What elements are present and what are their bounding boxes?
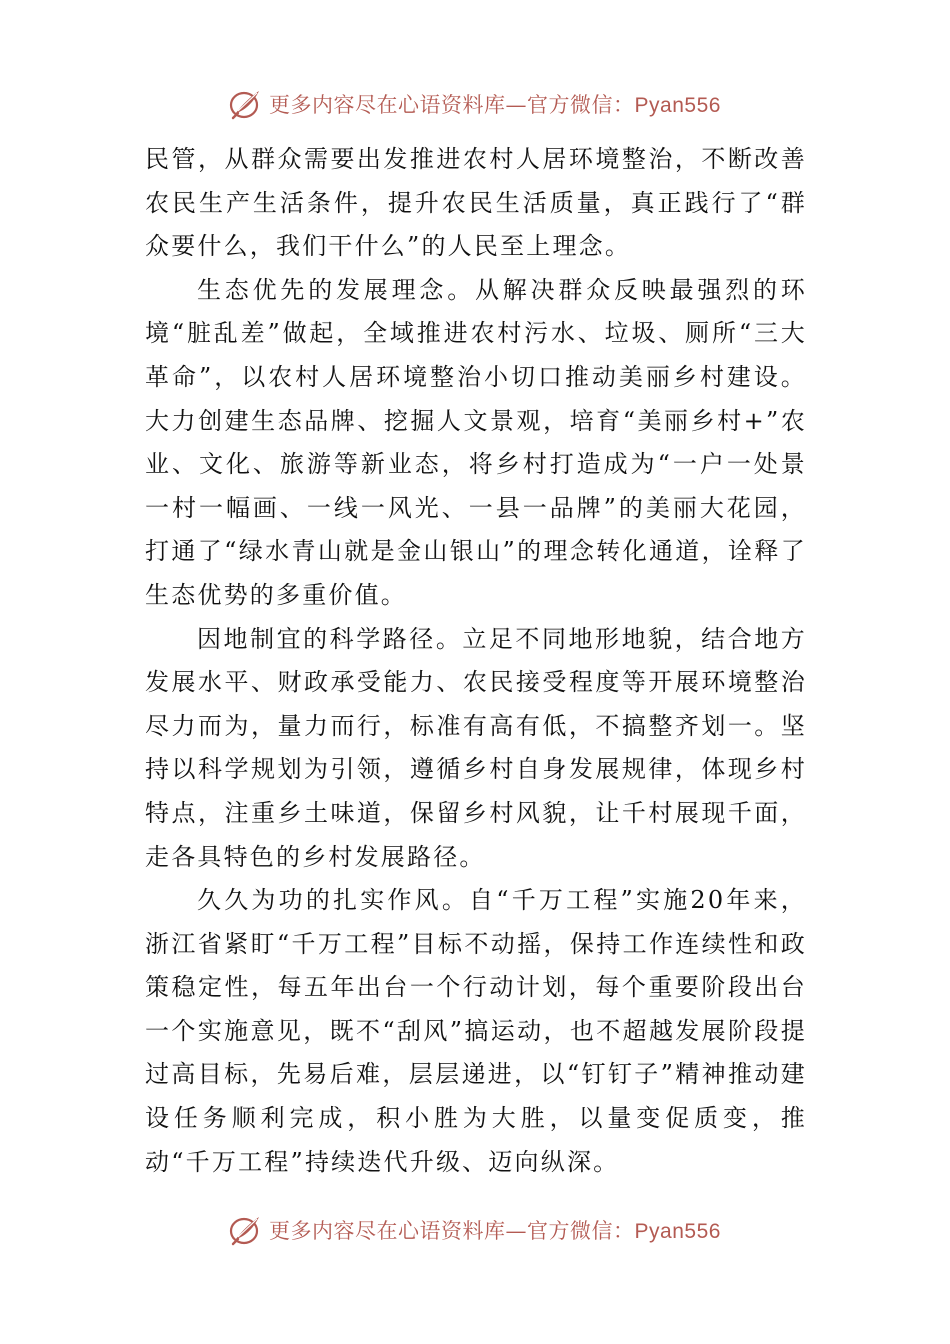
header-banner	[0, 84, 950, 124]
footer-banner	[0, 1210, 950, 1250]
quill-pen-logo-icon	[229, 1213, 263, 1247]
paragraph-3: 因地制宜的科学路径。立足不同地形地貌，结合地方发展水平、财政承受能力、农民接受程度等开展环境整治尽力而为，量力而行，标准有高有低，不搞整齐划一。坚持以科学规划为引领，遵循乡村自身发展规律，体现乡村特点，注重乡土味道，保留乡村风貌，让千村展现千面，走各具特色的乡村发展路径。	[145, 624, 807, 871]
footer-banner-label: 更多内容尽在心语资料库—官方微信：	[269, 1219, 635, 1243]
header-wechat-id: Pyan556	[634, 94, 721, 117]
header-banner-text	[269, 89, 721, 119]
footer-wechat-id: Pyan556	[634, 1220, 721, 1243]
footer-banner-text	[269, 1215, 721, 1245]
quill-pen-logo-icon	[229, 87, 263, 121]
paragraph-2: 生态优先的发展理念。从解决群众反映最强烈的环境“脏乱差”做起，全域推进农村污水、垃圾、厕所“三大革命”，以农村人居环境整治小切口推动美丽乡村建设。大力创建生态品牌、挖掘人文景观，培育“美丽乡村+”农业、文化、旅游等新业态，将乡村打造成为“一户一处景一村一幅画、一线一风光、一县一品牌”的美丽大花园，打通了“绿水青山就是金山银山”的理念转化通道，诠释了生态优势的多重价值。	[145, 275, 807, 609]
header-banner-label: 更多内容尽在心语资料库—官方微信：	[269, 93, 635, 117]
paragraph-1: 民管，从群众需要出发推进农村人居环境整治，不断改善农民生产生活条件，提升农民生活质量，真正践行了“群众要什么，我们干什么”的人民至上理念。	[145, 145, 807, 261]
paragraph-4: 久久为功的扎实作风。自“千万工程”实施20年来，浙江省紧盯“千万工程”目标不动摇，保持工作连续性和政策稳定性，每五年出台一个行动计划，每个重要阶段出台一个实施意见，既不“刮风”搞运动，也不超越发展阶段提过高目标，先易后难，层层递进，以“钉钉子”精神推动建设任务顺利完成，积小胜为大胜，以量变促质变，推动“千万工程”持续迭代升级、迈向纵深。	[145, 886, 807, 1176]
document-body	[145, 138, 807, 1184]
